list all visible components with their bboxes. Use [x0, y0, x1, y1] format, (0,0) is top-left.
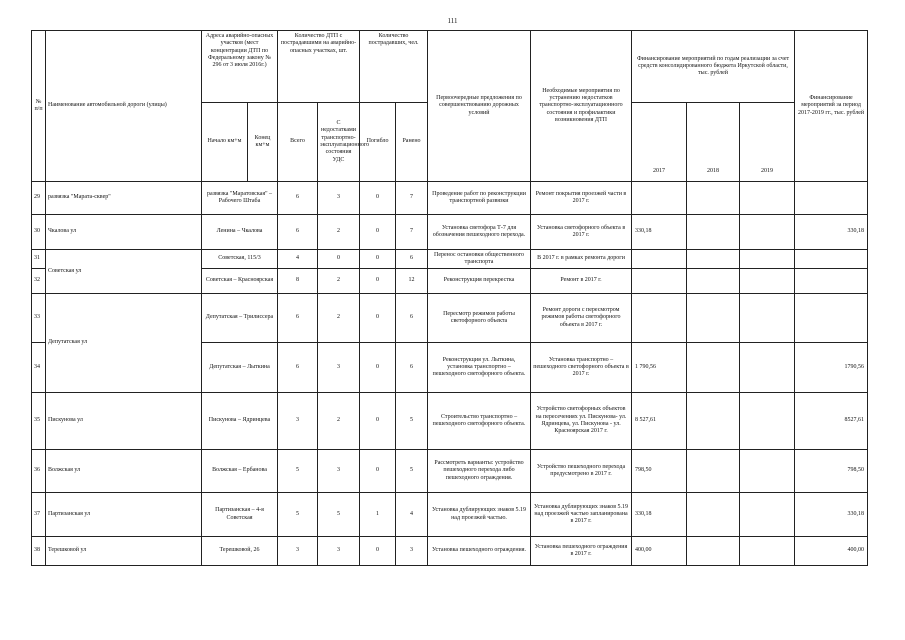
header-victims: Количество пострадавших, чел. — [360, 31, 428, 103]
killed-count: 0 — [360, 343, 396, 393]
header-road-name: Наименование автомобильной дороги (улицы) — [46, 31, 202, 182]
injured-count: 7 — [396, 215, 428, 250]
accidents-uds: 3 — [318, 450, 360, 493]
road-name: Пискунова ул — [46, 393, 202, 450]
site-address: Советская – Красноярская — [202, 269, 278, 294]
injured-count: 7 — [396, 182, 428, 215]
header-accidents: Количество ДТП с пострадавшими на аварийно-опасных участках, шт. — [278, 31, 360, 103]
financing-2019 — [740, 294, 795, 343]
financing-2019 — [740, 250, 795, 269]
table-row — [32, 450, 868, 493]
header-accidents-total: Всего — [278, 103, 318, 182]
measure: Установка транспортно – пешеходного светофорного объекта в 2017 г. — [531, 343, 632, 393]
financing-2018 — [687, 537, 740, 566]
header-financing-total: Финансирование мероприятий за период 2017-2019 гг., тыс. рублей — [795, 31, 868, 182]
killed-count: 0 — [360, 182, 396, 215]
measure: Установка светофорного объекта в 2017 г. — [531, 215, 632, 250]
killed-count: 0 — [360, 215, 396, 250]
site-address: развязка "Маратовская" – Рабочего Штаба — [202, 182, 278, 215]
accidents-uds: 2 — [318, 215, 360, 250]
accidents-uds: 0 — [318, 250, 360, 269]
accidents-total: 8 — [278, 269, 318, 294]
row-number: 38 — [32, 537, 46, 566]
road-name: Депутатская ул — [46, 294, 202, 393]
injured-count: 6 — [396, 343, 428, 393]
accidents-total: 6 — [278, 182, 318, 215]
header-measures: Необходимые мероприятия по устранению недостатков транспортно-эксплуатационного состояния и профилактики возникновения ДТП — [531, 31, 632, 182]
header-financing-years: Финансирование мероприятий по годам реализации за счет средств консолидированного бюджета Иркутской области, тыс. рублей — [632, 31, 795, 103]
table-row — [32, 537, 868, 566]
proposal: Пересмотр режимов работы светофорного объекта — [428, 294, 531, 343]
measure: Устройство светофорных объектов на пересечениях ул. Пискунова- ул. Ядринцева, ул. Пискунова - ул. Красноярская 2017 г. — [531, 393, 632, 450]
proposal: Установка пешеходного ограждения. — [428, 537, 531, 566]
financing-2018 — [687, 450, 740, 493]
header-number: № п/п — [32, 31, 46, 182]
financing-2018 — [687, 182, 740, 215]
row-number: 30 — [32, 215, 46, 250]
header-proposals: Первоочередные предложения по совершенствованию дорожных условий — [428, 31, 531, 182]
measure: Ремонт дороги с пересмотром режимов работы светофорного объекта в 2017 г. — [531, 294, 632, 343]
killed-count: 0 — [360, 269, 396, 294]
injured-count: 3 — [396, 537, 428, 566]
proposal: Перенос остановки общественного транспорта — [428, 250, 531, 269]
financing-2017 — [632, 269, 687, 294]
financing-total — [795, 250, 868, 269]
proposal: Рассмотреть варианты: устройство пешеходного перехода либо пешеходного ограждения. — [428, 450, 531, 493]
road-name: Партизанская ул — [46, 493, 202, 537]
header-address: Адреса аварийно-опасных участков (мест концентрации ДТП по Федеральному закону № 296 от 3 июля 2016г.) — [202, 31, 278, 103]
financing-2019 — [740, 393, 795, 450]
row-number: 31 — [32, 250, 46, 269]
table-row — [32, 250, 868, 269]
financing-total: 798,50 — [795, 450, 868, 493]
site-address: Партизанская – 4-я Советская — [202, 493, 278, 537]
proposal: Установка светофора Т-7 для обозначения пешеходного перехода. — [428, 215, 531, 250]
injured-count: 6 — [396, 294, 428, 343]
page-number: 111 — [447, 17, 458, 25]
financing-2017: 400,00 — [632, 537, 687, 566]
killed-count: 0 — [360, 294, 396, 343]
financing-total: 400,00 — [795, 537, 868, 566]
accidents-total: 5 — [278, 493, 318, 537]
site-address: Волжская – Ербанова — [202, 450, 278, 493]
accidents-total: 6 — [278, 294, 318, 343]
site-address: Депутатская – Лыткина — [202, 343, 278, 393]
header-year-2019: 2019 — [740, 103, 795, 182]
header-injured: Ранено — [396, 103, 428, 182]
accidents-uds: 3 — [318, 343, 360, 393]
financing-2019 — [740, 182, 795, 215]
site-address: Пискунова – Ядринцева — [202, 393, 278, 450]
financing-2017 — [632, 182, 687, 215]
killed-count: 0 — [360, 393, 396, 450]
road-name: Волжская ул — [46, 450, 202, 493]
financing-2019 — [740, 343, 795, 393]
measure: Устройство пешеходного перехода предусмотрено в 2017 г. — [531, 450, 632, 493]
killed-count: 1 — [360, 493, 396, 537]
financing-2017: 330,18 — [632, 215, 687, 250]
financing-2018 — [687, 294, 740, 343]
measure: Ремонт в 2017 г. — [531, 269, 632, 294]
table-row — [32, 393, 868, 450]
row-number: 34 — [32, 343, 46, 393]
financing-2018 — [687, 393, 740, 450]
accidents-total: 3 — [278, 393, 318, 450]
financing-2019 — [740, 215, 795, 250]
accidents-uds: 2 — [318, 269, 360, 294]
header-killed: Погибло — [360, 103, 396, 182]
site-address: Ленина – Чкалова — [202, 215, 278, 250]
financing-total: 330,18 — [795, 493, 868, 537]
injured-count: 6 — [396, 250, 428, 269]
row-number: 35 — [32, 393, 46, 450]
site-address: Депутатская – Трилиссера — [202, 294, 278, 343]
accidents-total: 5 — [278, 450, 318, 493]
road-name: Терешковой ул — [46, 537, 202, 566]
road-name: Чкалова ул — [46, 215, 202, 250]
row-number: 33 — [32, 294, 46, 343]
financing-2017 — [632, 294, 687, 343]
proposal: Реконструкция ул. Лыткина, установка транспортно – пешеходного светофорного объекта. — [428, 343, 531, 393]
header-year-2018: 2018 — [687, 103, 740, 182]
table-row — [32, 294, 868, 343]
accidents-uds: 2 — [318, 294, 360, 343]
financing-total: 1790,56 — [795, 343, 868, 393]
accidents-total: 4 — [278, 250, 318, 269]
header-end: Конец км+м — [248, 103, 278, 182]
site-address: Терешковой, 26 — [202, 537, 278, 566]
proposal: Строительство транспортно – пешеходного светофорного объекта. — [428, 393, 531, 450]
financing-2017: 330,18 — [632, 493, 687, 537]
financing-2018 — [687, 343, 740, 393]
accidents-total: 6 — [278, 343, 318, 393]
financing-total — [795, 294, 868, 343]
accidents-uds: 3 — [318, 182, 360, 215]
accidents-uds: 2 — [318, 393, 360, 450]
row-number: 32 — [32, 269, 46, 294]
table-row — [32, 493, 868, 537]
site-address: Советская, 115/3 — [202, 250, 278, 269]
financing-2017: 798,50 — [632, 450, 687, 493]
measure: Ремонт покрытия проезжей части в 2017 г. — [531, 182, 632, 215]
financing-2018 — [687, 493, 740, 537]
measure: Установка пешеходного ограждения в 2017 г. — [531, 537, 632, 566]
injured-count: 5 — [396, 450, 428, 493]
financing-2017 — [632, 250, 687, 269]
road-name: развязка "Марата-сквер" — [46, 182, 202, 215]
killed-count: 0 — [360, 250, 396, 269]
measure: Установка дублирующих знаков 5.19 над проезжей частью запланирована в 2017 г. — [531, 493, 632, 537]
proposal: Проведение работ по реконструкции транспортной развязки — [428, 182, 531, 215]
injured-count: 5 — [396, 393, 428, 450]
accidents-uds: 3 — [318, 537, 360, 566]
financing-2017: 1 790,56 — [632, 343, 687, 393]
financing-2019 — [740, 537, 795, 566]
accident-sites-table — [31, 30, 868, 566]
financing-2018 — [687, 215, 740, 250]
proposal: Реконструкция перекрестка — [428, 269, 531, 294]
row-number: 36 — [32, 450, 46, 493]
financing-total — [795, 182, 868, 215]
row-number: 37 — [32, 493, 46, 537]
header-start: Начало км+м — [202, 103, 248, 182]
financing-total — [795, 269, 868, 294]
killed-count: 0 — [360, 537, 396, 566]
row-number: 29 — [32, 182, 46, 215]
financing-2018 — [687, 250, 740, 269]
injured-count: 4 — [396, 493, 428, 537]
financing-total: 330,18 — [795, 215, 868, 250]
table-row — [32, 182, 868, 215]
road-name: Советская ул — [46, 250, 202, 294]
header-accidents-uds: С недостатками транспортно-эксплуатационного состояния УДС — [318, 103, 360, 182]
header-year-2017: 2017 — [632, 103, 687, 182]
financing-2017: 8 527,61 — [632, 393, 687, 450]
injured-count: 12 — [396, 269, 428, 294]
killed-count: 0 — [360, 450, 396, 493]
financing-2019 — [740, 269, 795, 294]
proposal: Установка дублирующих знаков 5.19 над проезжей частью. — [428, 493, 531, 537]
financing-2018 — [687, 269, 740, 294]
financing-total: 8527,61 — [795, 393, 868, 450]
accidents-uds: 5 — [318, 493, 360, 537]
financing-2019 — [740, 493, 795, 537]
accidents-total: 6 — [278, 215, 318, 250]
accidents-total: 3 — [278, 537, 318, 566]
table-row — [32, 215, 868, 250]
financing-2019 — [740, 450, 795, 493]
measure: В 2017 г. в рамках ремонта дороги — [531, 250, 632, 269]
